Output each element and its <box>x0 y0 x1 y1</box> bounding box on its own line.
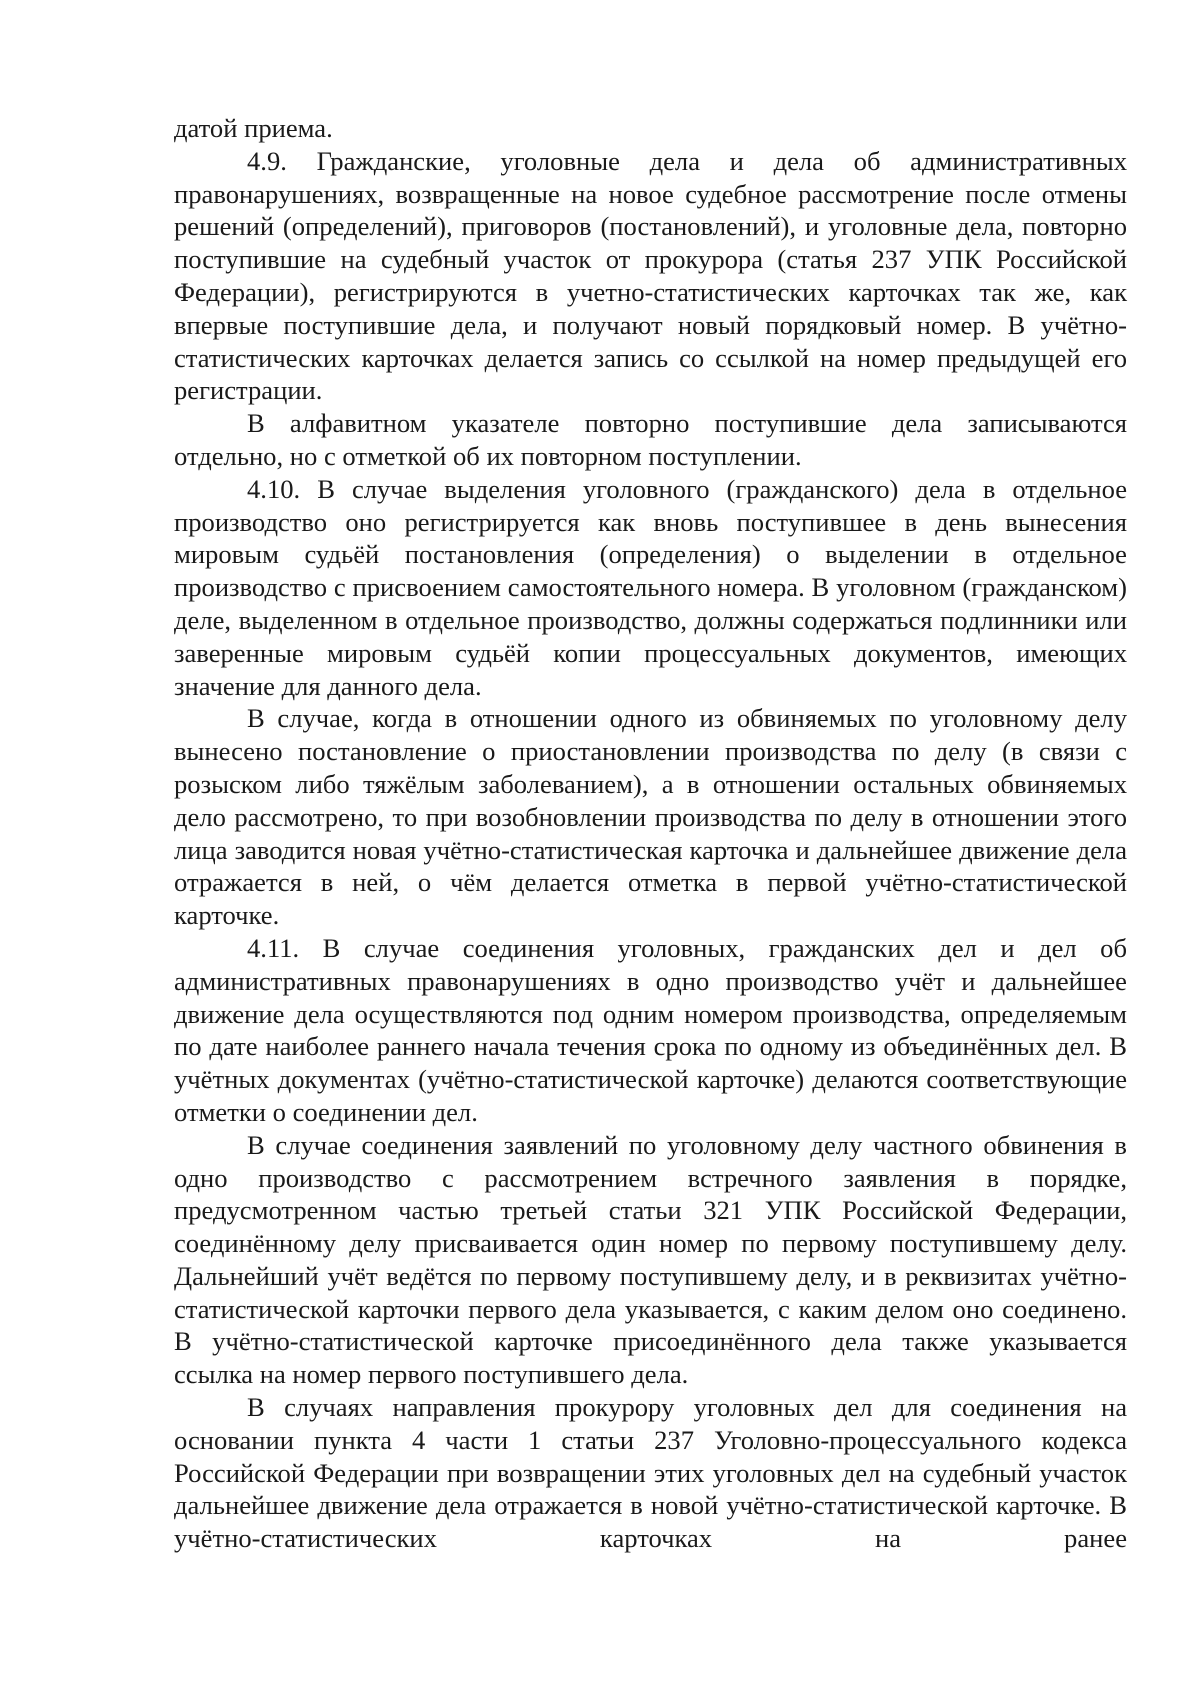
paragraph-suspended-proceedings: В случае, когда в отношении одного из обвиняемых по уголовному делу вынесено постановление о приостановлении производства по делу (в связи с розыском либо тяжёлым заболеванием), а в отношении остальных обвиняемых дело рассмотрено, то при возобновлении производства по делу в отношении этого лица заводится новая учётно-статистическая карточка и дальнейшее движение дела отражается в ней, о чём делается отметка в первой учётно-статистической карточке. <box>174 703 1127 931</box>
paragraph-4-11: 4.11. В случае соединения уголовных, гражданских дел и дел об административных правонарушениях в одно производство учёт и дальнейшее движение дела осуществляются под одним номером производства, определяемым по дате наиболее раннего начала течения срока по одному из объединённых дел. В учётных документах (учётно-статистической карточке) делаются соответствующие отметки о соединении дел. <box>174 932 1127 1127</box>
paragraph-prosecutor-referral: В случаях направления прокурору уголовных дел для соединения на основании пункта 4 части 1 статьи 237 Уголовно-процессуального кодекса Российской Федерации при возвращении этих уголовных дел на судебный участок дальнейшее движение дела отражается в новой учётно-статистической карточке. В учётно-статистических карточках на ранее <box>174 1392 1127 1554</box>
paragraph-4-9: 4.9. Гражданские, уголовные дела и дела об административных правонарушениях, возвращенные на новое судебное рассмотрение после отмены решений (определений), приговоров (постановлений), и уголовные дела, повторно поступившие на судебный участок от прокурора (статья 237 УПК Российской Федерации), регистрируются в учетно-статистических карточках так же, как впервые поступившие дела, и получают новый порядковый номер. В учётно-статистических карточках делается запись со ссылкой на номер предыдущей его регистрации. <box>174 145 1127 406</box>
document-body <box>174 112 1127 1555</box>
paragraph-4-10: 4.10. В случае выделения уголовного (гражданского) дела в отдельное производство оно регистрируется как вновь поступившее в день вынесения мировым судьёй постановления (определения) о выделении в отдельное производство с присвоением самостоятельного номера. В уголовном (гражданском) деле, выделенном в отдельное производство, должны содержаться подлинники или заверенные мировым судьёй копии процессуальных документов, имеющих значение для данного дела. <box>174 473 1127 701</box>
paragraph-alphabetical-index: В алфавитном указателе повторно поступившие дела записываются отдельно, но с отметкой об их повторном поступлении. <box>174 408 1127 471</box>
paragraph-private-prosecution: В случае соединения заявлений по уголовному делу частного обвинения в одно производство с рассмотрением встречного заявления в порядке, предусмотренном частью третьей статьи 321 УПК Российской Федерации, соединённому делу присваивается один номер по первому поступившему делу. Дальнейший учёт ведётся по первому поступившему делу, и в реквизитах учётно-статистической карточки первого дела указывается, с каким делом оно соединено. В учётно-статистической карточке присоединённого дела также указывается ссылка на номер первого поступившего дела. <box>174 1129 1127 1390</box>
paragraph-continuation: датой приема. <box>174 113 333 143</box>
